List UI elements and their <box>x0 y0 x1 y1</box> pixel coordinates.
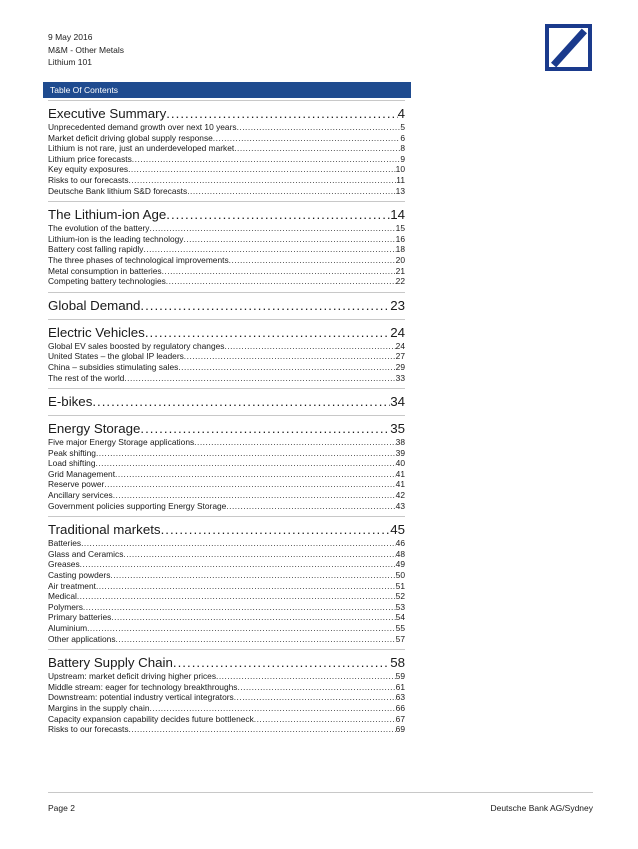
leader-dots <box>237 682 395 693</box>
leader-dots <box>234 692 396 703</box>
toc-entry-title: Lithium price forecasts <box>48 153 132 164</box>
toc-section-heading-page: 23 <box>390 297 405 313</box>
toc-entry-page: 54 <box>395 612 405 623</box>
toc-entry-page: 52 <box>395 591 405 602</box>
toc-section-heading-title: Executive Summary <box>48 106 167 121</box>
toc-section-heading-page: 24 <box>390 324 405 340</box>
toc-entry[interactable] <box>48 175 405 186</box>
toc-entry-title: Polymers <box>48 601 83 612</box>
toc-entry-page: 63 <box>395 692 405 703</box>
toc-entry-title: China – subsidies stimulating sales <box>48 361 179 372</box>
toc-entry[interactable] <box>48 634 405 645</box>
toc-title-bar: Table Of Contents <box>43 82 411 98</box>
toc-section <box>48 100 405 196</box>
leader-dots <box>237 122 401 133</box>
toc-entry-page: 48 <box>395 548 405 559</box>
toc-entry[interactable] <box>48 458 405 469</box>
report-header <box>48 31 124 69</box>
leader-dots <box>194 437 396 448</box>
toc-entry[interactable] <box>48 602 405 613</box>
toc-entry-page: 55 <box>395 623 405 633</box>
toc-entry-title: Glass and Ceramics <box>48 548 124 559</box>
toc-entry-title: Batteries <box>48 538 82 549</box>
toc-entry-page: 33 <box>395 372 405 383</box>
toc-entry-title: Greases <box>48 559 80 570</box>
toc-entry-page: 24 <box>395 340 405 351</box>
toc-entry[interactable] <box>48 714 405 725</box>
toc-entry-page: 10 <box>395 164 405 175</box>
leader-dots <box>83 602 396 613</box>
toc-entry[interactable] <box>48 538 405 549</box>
toc-entry[interactable] <box>48 559 405 570</box>
toc-entry-page: 13 <box>395 185 405 196</box>
leader-dots <box>166 206 390 223</box>
toc-entry-page: 21 <box>395 265 405 276</box>
toc-entry-title: Deutsche Bank lithium S&D forecasts <box>48 185 188 196</box>
page-number: Page 2 <box>48 803 75 813</box>
toc-entry[interactable] <box>48 143 405 154</box>
toc-entry[interactable] <box>48 692 405 703</box>
leader-dots <box>150 703 396 714</box>
toc-entry-title: Metal consumption in batteries <box>48 265 162 276</box>
toc-section-heading[interactable] <box>48 206 405 223</box>
toc-entry-title: United States – the global IP leaders <box>48 351 184 362</box>
toc-entry[interactable] <box>48 234 405 245</box>
toc-entry-title: Capacity expansion capability decides future bottleneck <box>48 713 254 724</box>
toc-entry-title: Government policies supporting Energy Storage <box>48 500 227 511</box>
leader-dots <box>96 448 396 459</box>
deutsche-bank-logo-icon <box>545 24 592 71</box>
leader-dots <box>129 724 396 735</box>
toc-entry-title: Five major Energy Storage applications <box>48 437 195 448</box>
toc-section-heading[interactable] <box>48 521 405 538</box>
toc-section-heading[interactable] <box>48 393 405 410</box>
leader-dots <box>224 341 395 352</box>
toc-section-heading-page: 4 <box>397 106 405 121</box>
report-date: 9 May 2016 <box>48 32 93 42</box>
leader-dots <box>145 324 390 341</box>
toc-entry[interactable] <box>48 501 405 512</box>
toc-entry[interactable] <box>48 122 405 133</box>
toc-entry-page: 69 <box>395 724 405 735</box>
toc-entry-title: Air treatment <box>48 580 96 591</box>
toc-section-heading[interactable] <box>48 654 405 671</box>
toc-entry-page: 29 <box>395 361 405 372</box>
toc-section-heading-title: Battery Supply Chain <box>48 655 173 671</box>
toc-entry-title: Key equity exposures <box>48 164 129 175</box>
toc-entry-page: 57 <box>395 633 405 644</box>
leader-dots <box>229 255 396 266</box>
toc-entry-title: Other applications <box>48 633 116 644</box>
toc-entry[interactable] <box>48 154 405 165</box>
toc-entry-title: Lithium-ion is the leading technology <box>48 233 184 244</box>
toc-entry-title: Unprecedented demand growth over next 10 years <box>48 122 237 132</box>
toc-entry-title: Market deficit driving global supply response <box>48 132 213 143</box>
toc-entry-title: Casting powders <box>48 570 111 581</box>
leader-dots <box>183 234 395 245</box>
toc-entry-title: Global EV sales boosted by regulatory changes <box>48 340 225 351</box>
toc-entry-page: 66 <box>395 702 405 713</box>
toc-section-heading-page: 14 <box>390 207 405 223</box>
toc-entry[interactable] <box>48 351 405 362</box>
leader-dots <box>132 154 401 165</box>
toc-section-heading[interactable] <box>48 420 405 437</box>
footer-divider <box>48 792 593 793</box>
toc-section-heading-page: 35 <box>390 421 405 437</box>
leader-dots <box>161 521 391 538</box>
leader-dots <box>150 223 396 234</box>
toc-section-heading-title: Global Demand <box>48 297 141 313</box>
toc-entry-page: 22 <box>395 276 405 287</box>
toc-entry-page: 38 <box>395 437 405 448</box>
leader-dots <box>116 634 396 645</box>
toc-entry-title: The three phases of technological improvements <box>48 254 229 265</box>
toc-entry-page: 18 <box>395 244 405 255</box>
leader-dots <box>124 373 395 384</box>
toc-entry[interactable] <box>48 164 405 175</box>
toc-entry-title: Peak shifting <box>48 447 96 458</box>
toc-entry-page: 42 <box>395 490 405 501</box>
toc-entry-title: Load shifting <box>48 458 96 469</box>
toc-entry-page: 39 <box>395 447 405 458</box>
leader-dots <box>110 570 395 581</box>
leader-dots <box>166 276 396 287</box>
toc-entry[interactable] <box>48 186 405 197</box>
toc-entry-page: 41 <box>395 479 405 490</box>
leader-dots <box>80 559 396 570</box>
toc-entry[interactable] <box>48 682 405 693</box>
leader-dots <box>123 549 395 560</box>
toc-entry[interactable] <box>48 362 405 373</box>
toc-entry-page: 46 <box>395 538 405 549</box>
toc-entry[interactable] <box>48 266 405 277</box>
leader-dots <box>173 654 390 671</box>
toc-section-heading[interactable] <box>48 105 405 122</box>
leader-dots <box>140 420 390 437</box>
toc-section <box>48 388 405 410</box>
toc-entry-page: 50 <box>395 570 405 581</box>
table-of-contents <box>48 100 405 740</box>
toc-entry-title: Aluminium <box>48 623 88 633</box>
toc-entry-title: The evolution of the battery <box>48 223 150 234</box>
toc-entry[interactable] <box>48 490 405 501</box>
leader-dots <box>77 591 396 602</box>
toc-section-heading-title: Electric Vehicles <box>48 324 145 340</box>
toc-entry-page: 49 <box>395 559 405 570</box>
leader-dots <box>104 479 395 490</box>
leader-dots <box>226 501 395 512</box>
toc-entry[interactable] <box>48 623 405 634</box>
toc-entry-page: 15 <box>395 223 405 234</box>
toc-entry-title: Competing battery technologies <box>48 276 166 287</box>
toc-section-heading-title: The Lithium-ion Age <box>48 207 167 223</box>
toc-entry-page: 9 <box>400 153 405 164</box>
toc-entry-page: 53 <box>395 601 405 612</box>
leader-dots <box>115 469 396 480</box>
toc-entry-title: Primary batteries <box>48 612 112 623</box>
leader-dots <box>111 612 395 623</box>
toc-entry[interactable] <box>48 479 405 490</box>
toc-section-heading-page: 45 <box>390 522 405 538</box>
toc-entry[interactable] <box>48 570 405 581</box>
toc-entry-page: 51 <box>395 580 405 591</box>
toc-entry-page: 20 <box>395 254 405 265</box>
toc-entry[interactable] <box>48 469 405 480</box>
toc-entry-page: 61 <box>395 681 405 692</box>
leader-dots <box>140 297 390 314</box>
toc-section <box>48 201 405 287</box>
toc-section-heading[interactable] <box>48 297 405 314</box>
toc-entry-page: 5 <box>400 122 405 132</box>
toc-section-heading-title: E-bikes <box>48 394 93 410</box>
leader-dots <box>96 581 396 592</box>
toc-entry-page: 8 <box>400 143 405 154</box>
toc-section-heading[interactable] <box>48 324 405 341</box>
toc-entry-page: 6 <box>400 132 405 143</box>
publisher-name: Deutsche Bank AG/Sydney <box>490 803 593 813</box>
toc-entry[interactable] <box>48 671 405 682</box>
toc-entry[interactable] <box>48 244 405 255</box>
toc-entry-title: Lithium is not rare, just an underdeveloped market <box>48 143 235 154</box>
leader-dots <box>184 351 396 362</box>
toc-section-heading-title: Energy Storage <box>48 421 141 437</box>
toc-section-heading-page: 58 <box>390 655 405 671</box>
leader-dots <box>81 538 396 549</box>
toc-entry-title: Downstream: potential industry vertical integrators <box>48 692 234 703</box>
toc-entry[interactable] <box>48 373 405 384</box>
toc-entry[interactable] <box>48 581 405 592</box>
toc-entry[interactable] <box>48 448 405 459</box>
toc-entry-title: Medical <box>48 591 77 602</box>
toc-entry[interactable] <box>48 612 405 623</box>
toc-entry-title: Battery cost falling rapidly <box>48 244 144 255</box>
toc-entry[interactable] <box>48 549 405 560</box>
leader-dots <box>254 714 396 725</box>
toc-section <box>48 415 405 511</box>
toc-entry[interactable] <box>48 591 405 602</box>
toc-entry-page: 40 <box>395 458 405 469</box>
leader-dots <box>166 105 397 122</box>
leader-dots <box>213 133 401 144</box>
leader-dots <box>92 393 390 410</box>
toc-section <box>48 292 405 314</box>
toc-entry-title: The rest of the world <box>48 372 125 383</box>
toc-entry-page: 67 <box>395 713 405 724</box>
leader-dots <box>234 143 400 154</box>
leader-dots <box>129 175 397 186</box>
toc-entry-title: Middle stream: eager for technology breakthroughs <box>48 681 238 692</box>
toc-entry-title: Risks to our forecasts <box>48 724 129 735</box>
toc-entry-title: Margins in the supply chain <box>48 702 150 713</box>
toc-entry-title: Ancillary services <box>48 490 113 501</box>
leader-dots <box>87 623 396 634</box>
toc-section-heading-title: Traditional markets <box>48 522 161 538</box>
leader-dots <box>96 458 396 469</box>
leader-dots <box>113 490 396 501</box>
toc-entry-page: 41 <box>395 468 405 479</box>
toc-entry[interactable] <box>48 341 405 352</box>
toc-entry-title: Upstream: market deficit driving higher prices <box>48 671 217 682</box>
leader-dots <box>187 186 395 197</box>
toc-entry-title: Risks to our forecasts <box>48 174 129 185</box>
toc-entry[interactable] <box>48 223 405 234</box>
toc-section <box>48 319 405 383</box>
toc-section <box>48 649 405 735</box>
report-title: Lithium 101 <box>48 57 92 67</box>
report-sector: M&M - Other Metals <box>48 44 125 55</box>
toc-entry-page: 11 <box>396 174 405 185</box>
toc-section-heading-page: 34 <box>390 394 405 410</box>
leader-dots <box>178 362 395 373</box>
toc-entry[interactable] <box>48 133 405 144</box>
leader-dots <box>162 266 396 277</box>
toc-entry-page: 16 <box>395 233 405 244</box>
toc-entry[interactable] <box>48 276 405 287</box>
toc-entry[interactable] <box>48 255 405 266</box>
leader-dots <box>128 164 396 175</box>
toc-entry[interactable] <box>48 437 405 448</box>
toc-entry-title: Grid Management <box>48 468 116 479</box>
toc-entry[interactable] <box>48 724 405 735</box>
toc-entry-page: 43 <box>395 500 405 511</box>
toc-section <box>48 516 405 644</box>
leader-dots <box>143 244 395 255</box>
toc-entry-page: 59 <box>395 671 405 682</box>
leader-dots <box>216 671 396 682</box>
toc-entry-page: 27 <box>395 351 405 362</box>
toc-entry[interactable] <box>48 703 405 714</box>
toc-entry-title: Reserve power <box>48 479 105 490</box>
